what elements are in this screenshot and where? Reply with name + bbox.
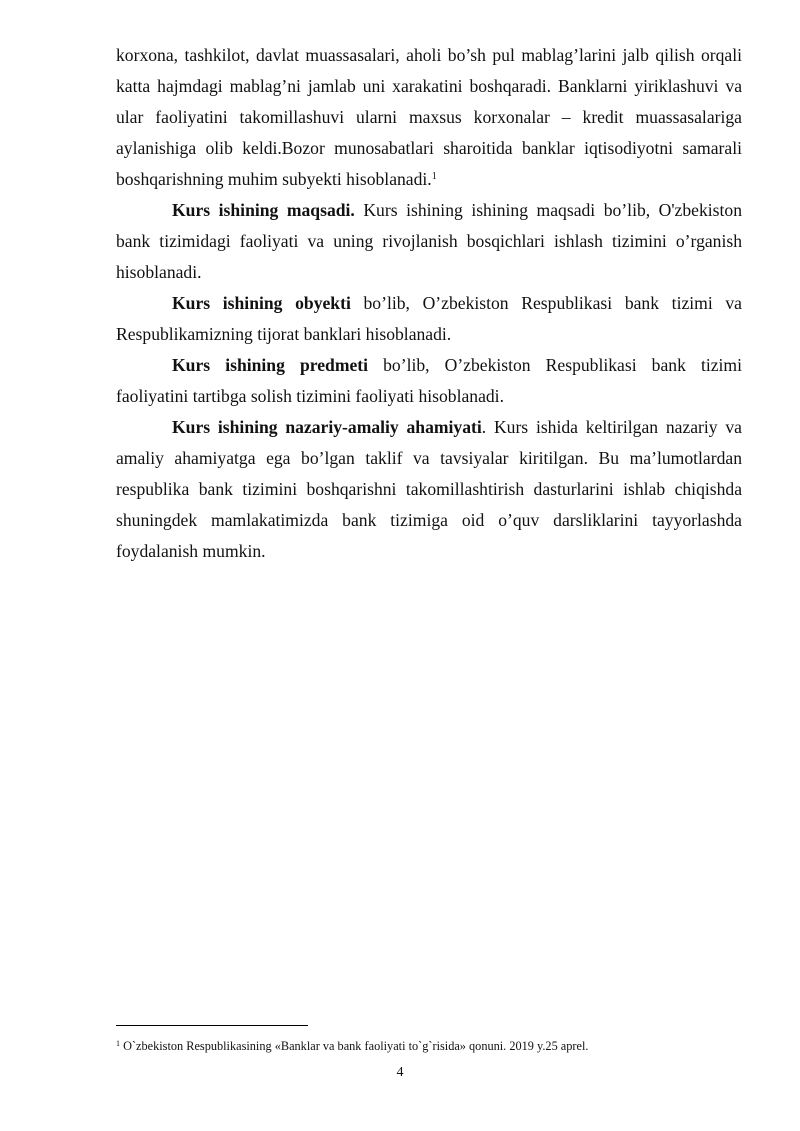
paragraph-intro-text: korxona, tashkilot, davlat muassasalari, aholi bo’sh pul mablag’larini jalb qilish orqali katta hajmdagi mablag’ni jamlab uni xarakatini boshqaradi. Banklarni yiriklashuvi va ular faoliyatini takomillashuvi ularni maxsus korxonalar – kredit muassasalariga aylanishiga olib keldi.Bozor munosabatlari sharoitida banklar iqtisodiyotni samarali boshqarishning muhim subyekti hisoblanadi. <box>116 45 742 189</box>
footnote <box>116 1038 742 1054</box>
paragraph-significance-text: . Kurs ishida keltirilgan nazariy va amaliy ahamiyatga ega bo’lgan taklif va tavsiyalar kiritilgan. Bu ma’lumotlardan respublika bank tizimini boshqarishni takomillashtirish dasturlarini ishlab chiqishda shuningdek mamlakatimizda bank tizimiga oid o’quv darsliklarini tayyorlashda foydalanish mumkin. <box>116 417 742 561</box>
footnote-marker: 1 <box>116 1039 120 1048</box>
paragraph-subject-heading: Kurs ishining predmeti <box>172 355 369 375</box>
page-number: 4 <box>396 1065 404 1080</box>
footnote-text: O`zbekiston Respublikasining «Banklar va bank faoliyati to`g`risida» qonuni. 2019 y.25 aprel. <box>120 1039 589 1053</box>
paragraph-significance <box>116 412 742 567</box>
paragraph-subject <box>116 350 742 412</box>
paragraph-purpose-text: Kurs ishining ishining maqsadi bo’lib, O'zbekiston bank tizimidagi faoliyati va uning rivojlanish bosqichlari ishlash tizimini o’rganish hisoblanadi. <box>116 200 742 282</box>
paragraph-purpose-heading: Kurs ishining maqsadi. <box>172 200 355 220</box>
footnote-reference[interactable]: 1 <box>431 171 437 182</box>
footnote-separator <box>116 1025 308 1026</box>
paragraph-object-text: bo’lib, O’zbekiston Respublikasi bank tizimi va Respublikamizning tijorat banklari hisoblanadi. <box>116 293 742 344</box>
paragraph-significance-heading: Kurs ishining nazariy-amaliy ahamiyati <box>172 417 482 437</box>
paragraph-object-heading: Kurs ishining obyekti <box>172 293 351 313</box>
paragraph-subject-text: bo’lib, O’zbekiston Respublikasi bank tizimi faoliyatini tartibga solish tizimini faoliyati hisoblanadi. <box>116 355 742 406</box>
paragraph-intro <box>116 40 742 195</box>
paragraph-object <box>116 288 742 350</box>
body-text <box>116 40 742 567</box>
paragraph-purpose <box>116 195 742 288</box>
